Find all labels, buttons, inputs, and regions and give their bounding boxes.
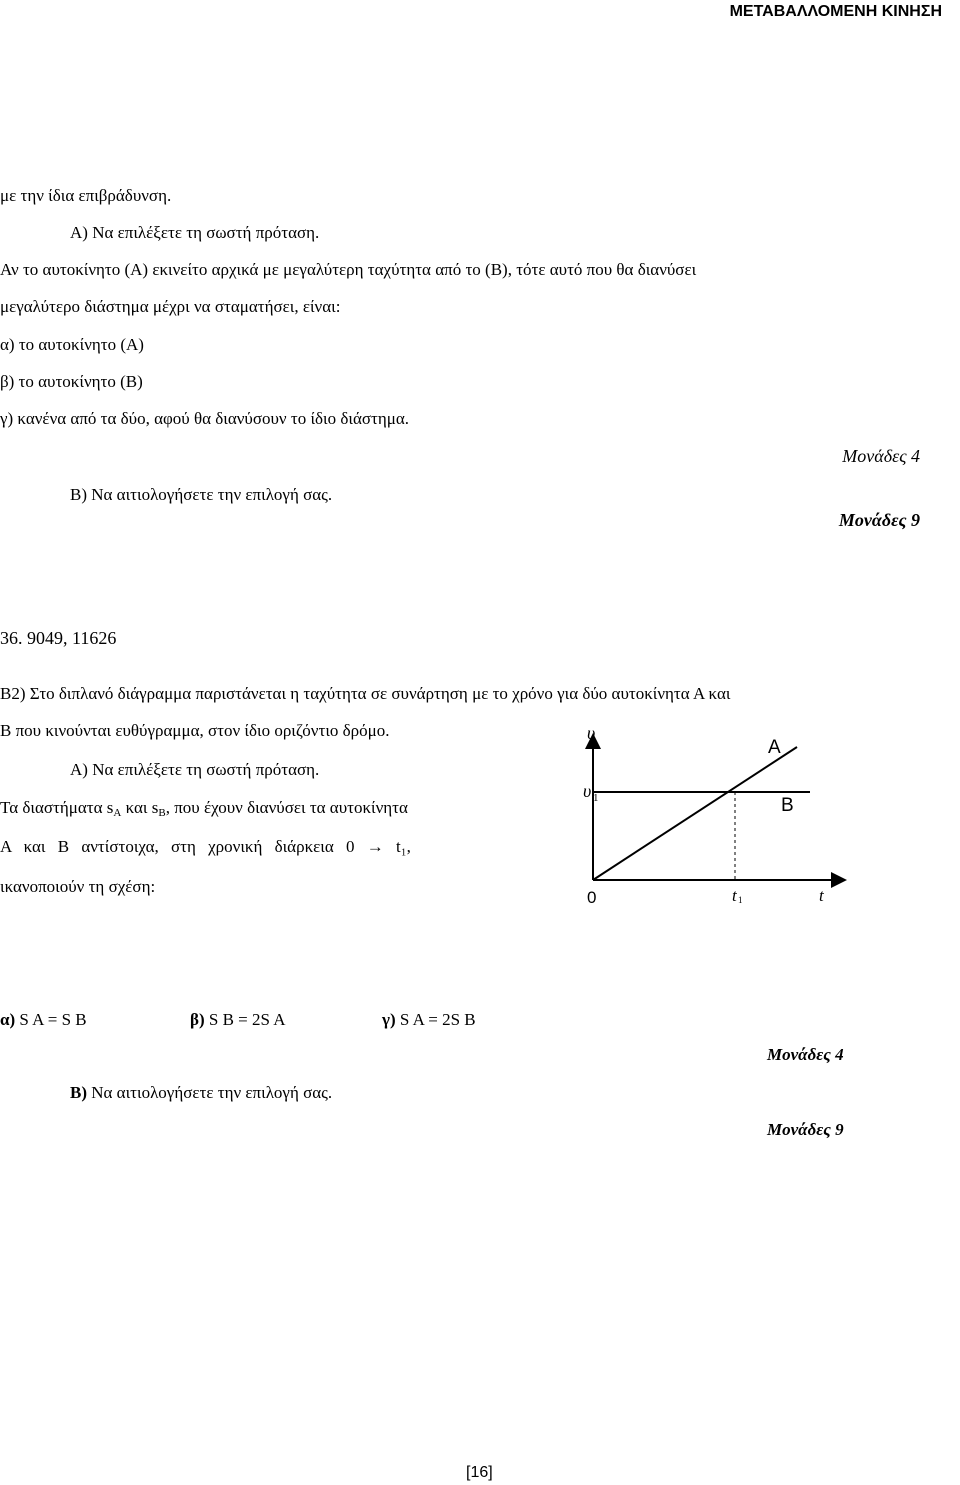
origin-label: 0 bbox=[587, 888, 597, 907]
prev-question-line2: μεγαλύτερο διάστημα μέχρι να σταματήσει, είναι: bbox=[0, 297, 341, 316]
v1-sub: 1 bbox=[593, 792, 599, 804]
line-a-label: A bbox=[768, 737, 781, 758]
y-axis-label: υ bbox=[587, 725, 596, 743]
prev-part-a: Α) Να επιλέξετε τη σωστή πρόταση. bbox=[70, 223, 320, 242]
v1-label: υ bbox=[583, 781, 592, 801]
problem-points-a: Μονάδες 4 bbox=[767, 1045, 844, 1064]
prev-points-b: Μονάδες 9 bbox=[838, 510, 920, 530]
problem-intro-line2: Β που κινούνται ευθύγραμμα, στον ίδιο οριζόντιο δρόμο. bbox=[0, 721, 390, 740]
problem-number: 36. 9049, 11626 bbox=[0, 628, 117, 648]
velocity-time-diagram bbox=[575, 725, 850, 910]
x-axis-label: t bbox=[819, 886, 824, 905]
prev-option-a: α) το αυτοκίνητο (Α) bbox=[0, 335, 144, 354]
prev-question-line1: Αν το αυτοκίνητο (Α) εκινείτο αρχικά με μεγαλύτερη ταχύτητα από το (Β), τότε αυτό που θα διανύσει bbox=[0, 260, 697, 279]
option-a: α) S A = S B bbox=[0, 1010, 87, 1029]
prev-option-b: β) το αυτοκίνητο (Β) bbox=[0, 372, 143, 391]
line-a bbox=[593, 747, 797, 880]
problem-part-a: Α) Να επιλέξετε τη σωστή πρόταση. bbox=[70, 760, 320, 779]
problem-intro-line1: Β2) Στο διπλανό διάγραμμα παριστάνεται η ταχύτητα σε συνάρτηση με το χρόνο για δύο αυτοκίνητα Α και bbox=[0, 684, 731, 703]
prev-points-a: Μονάδες 4 bbox=[842, 446, 920, 466]
prev-part-b: Β) Να αιτιολογήσετε την επιλογή σας. bbox=[70, 485, 333, 504]
option-b: β) S B = 2S A bbox=[190, 1010, 286, 1029]
page-header-title: ΜΕΤΑΒΑΛΛΟΜΕΝΗ ΚΙΝΗΣΗ bbox=[729, 3, 942, 20]
option-c: γ) S A = 2S B bbox=[382, 1010, 476, 1029]
page-number: [16] bbox=[466, 1464, 493, 1481]
prev-text-line: με την ίδια επιβράδυνση. bbox=[0, 186, 172, 205]
prev-option-c: γ) κανένα από τα δύο, αφού θα διανύσουν το ίδιο διάστημα. bbox=[0, 409, 410, 428]
distances-line1: Τα διαστήματα $s_A$ και $s_B$, που έχουν διανύσει τα αυτοκίνητα bbox=[0, 798, 408, 819]
distances-line2: Α και Β αντίστοιχα, στη χρονική διάρκεια 0 → t₁, bbox=[0, 837, 411, 856]
t1-label: t bbox=[732, 886, 737, 905]
line-b-label: B bbox=[781, 795, 794, 816]
problem-points-b: Μονάδες 9 bbox=[767, 1120, 844, 1139]
distances-line3: ικανοποιούν τη σχέση: bbox=[0, 877, 156, 896]
t1-sub: 1 bbox=[738, 895, 743, 905]
problem-part-b: Β) Να αιτιολογήσετε την επιλογή σας. bbox=[70, 1083, 333, 1102]
